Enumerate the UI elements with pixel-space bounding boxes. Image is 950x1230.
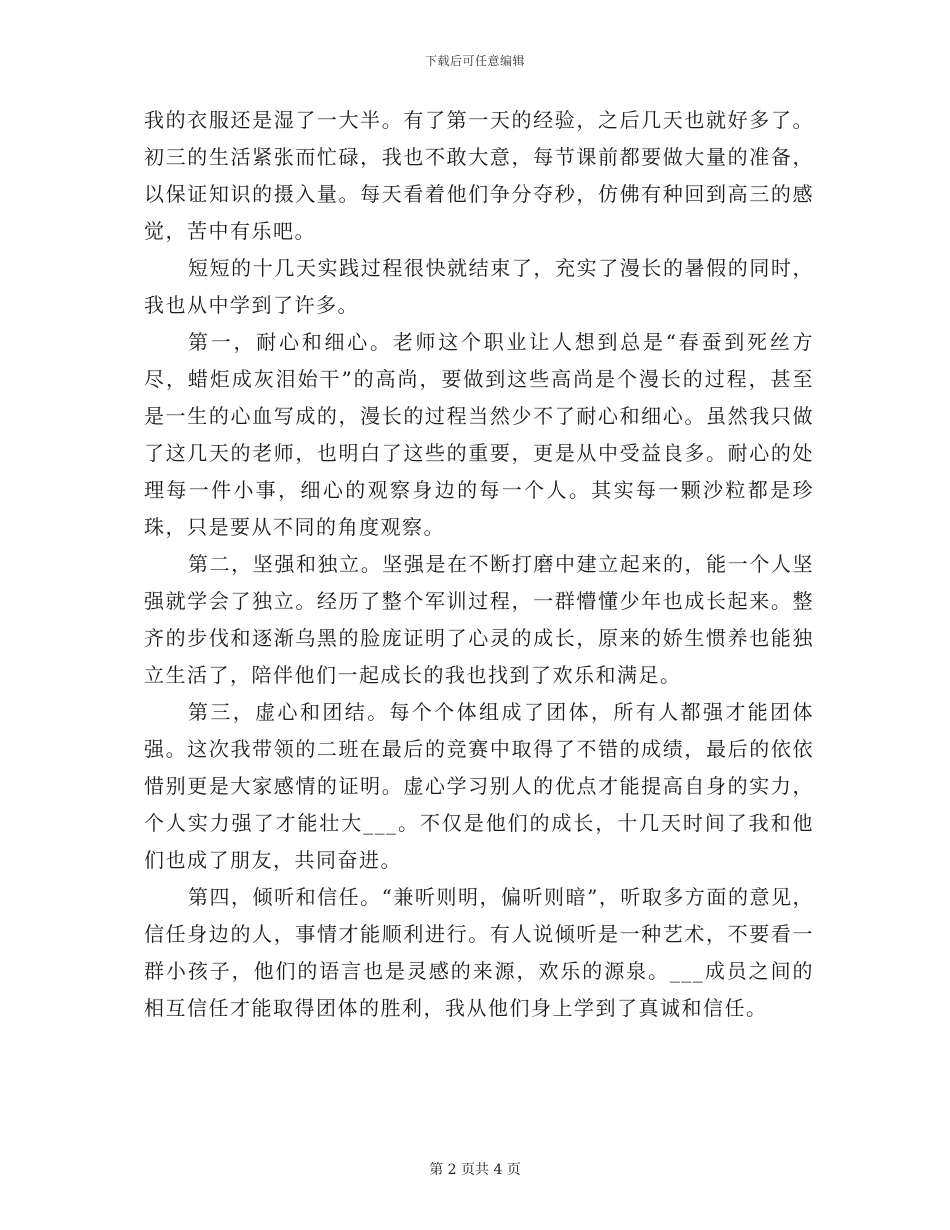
page-footer: 第 2 页共 4 页	[429, 1162, 521, 1178]
page-header: 下载后可任意编辑	[424, 54, 525, 68]
paragraph-point-one: 第一，耐心和细心。老师这个职业让人想到总是“春蚕到死丝方尽，蜡炬成灰泪始干”的高尚，要做到这些高尚是个漫长的过程，甚至是一生的心血写成的，漫长的过程当然少不了耐心和细心。虽然我只做了这几天的老师，也明白了这些的重要，更是从中受益良多。耐心的处理每一件小事，细心的观察身边的每一个人。其实每一颗沙粒都是珍珠，只是要从不同的角度观察。	[144, 330, 814, 539]
paragraph-summary: 短短的十几天实践过程很快就结束了，充实了漫长的暑假的同时，我也从中学到了许多。	[144, 256, 814, 317]
paragraph-point-three: 第三，虚心和团结。每个个体组成了团体，所有人都强才能团体强。这次我带领的二班在最后的竞赛中取得了不错的成绩，最后的依依惜别更是大家感情的证明。虚心学习别人的优点才能提高自身的实力，个人实力强了才能壮大___。不仅是他们的成长，十几天时间了我和他们也成了朋友，共同奋进。	[144, 700, 814, 872]
paragraph-continuation: 我的衣服还是湿了一大半。有了第一天的经验，之后几天也就好多了。初三的生活紧张而忙碌，我也不敢大意，每节课前都要做大量的准备，以保证知识的摄入量。每天看着他们争分夺秒，仿佛有种回到高三的感觉，苦中有乐吧。	[144, 108, 814, 243]
paragraph-point-two: 第二，坚强和独立。坚强是在不断打磨中建立起来的，能一个人坚强就学会了独立。经历了整个军训过程，一群懵懂少年也成长起来。整齐的步伐和逐渐乌黑的脸庞证明了心灵的成长，原来的娇生惯养也能独立生活了，陪伴他们一起成长的我也找到了欢乐和满足。	[144, 552, 814, 687]
paragraph-point-four: 第四，倾听和信任。“兼听则明，偏听则暗”，听取多方面的意见，信任身边的人，事情才能顺利进行。有人说倾听是一种艺术，不要看一群小孩子，他们的语言也是灵感的来源，欢乐的源泉。___成员之间的相互信任才能取得团体的胜利，我从他们身上学到了真诚和信任。	[144, 885, 814, 1020]
document-body	[144, 102, 814, 1027]
